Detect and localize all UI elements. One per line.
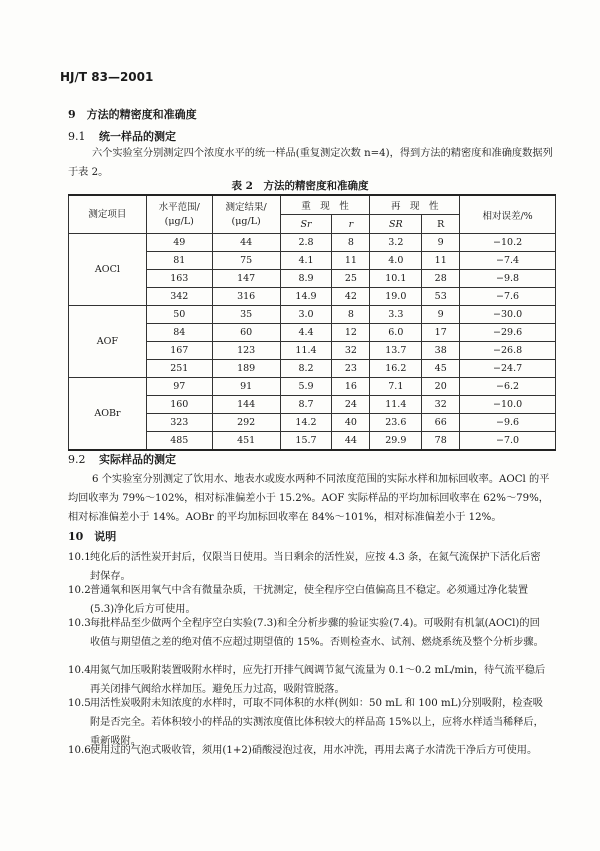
table-cell: −24.7 [460, 360, 556, 378]
precision-accuracy-table [68, 194, 556, 451]
table-cell: 9 [422, 234, 460, 252]
table-cell: 292 [212, 414, 280, 432]
table-cell: −29.6 [460, 324, 556, 342]
table-cell: −10.2 [460, 234, 556, 252]
section-9-1-number: 9.1 [68, 130, 86, 143]
table-cell: 78 [422, 432, 460, 451]
table-cell: −26.8 [460, 342, 556, 360]
group-name-cell: AOCl [69, 234, 147, 306]
header-r: r [332, 215, 370, 234]
table-cell: 91 [212, 378, 280, 396]
table-cell: 14.9 [280, 288, 332, 306]
table-cell: 342 [146, 288, 212, 306]
table-cell: −7.0 [460, 432, 556, 451]
table-cell: 49 [146, 234, 212, 252]
standard-code: HJ/T 83—2001 [60, 70, 154, 84]
table-cell: 42 [332, 288, 370, 306]
note-text: 纯化后的活性炭开封后，仅限当日使用。当日剩余的活性炭，应按 4.3 条，在氮气流保护下活化后密封保存。 [90, 552, 541, 582]
section-9-2-paragraph: 6 个实验室分别测定了饮用水、地表水或废水两种不同浓度范围的实际水样和加标回收率。AOCl 的平均回收率为 79%～102%，相对标准偏差小于 15.2%。AOF 实际样品的平均加标回收率在 62%～79%，相对标准偏差小于 14%。AOBr 的平均加标回收率在 84%～101%，相对标准偏差小于 12%。 [68, 474, 550, 523]
table-cell: 6.0 [370, 324, 422, 342]
header-sR: SR [370, 215, 422, 234]
table-cell: 16 [332, 378, 370, 396]
table-cell: 19.0 [370, 288, 422, 306]
table-cell: 11 [332, 252, 370, 270]
table-cell: 4.0 [370, 252, 422, 270]
table-cell: 20 [422, 378, 460, 396]
table-cell: 60 [212, 324, 280, 342]
table-cell: 167 [146, 342, 212, 360]
table-cell: 25 [332, 270, 370, 288]
table-cell: 2.8 [280, 234, 332, 252]
header-repeatability: 重 现 性 [280, 195, 370, 215]
header-R: R [422, 215, 460, 234]
table-cell: 4.4 [280, 324, 332, 342]
table-cell: 4.1 [280, 252, 332, 270]
note-number: 10.3 [68, 618, 91, 629]
section-9-2-number: 9.2 [68, 453, 86, 466]
table-cell: −7.6 [460, 288, 556, 306]
table-cell: 8 [332, 234, 370, 252]
table-cell: 160 [146, 396, 212, 414]
note-number: 10.5 [68, 698, 91, 709]
note-text: 普通氧和医用氧气中含有微量杂质，干扰测定，使全程序空白值偏高且不稳定。必须通过净化装置(5.3)净化后方可使用。 [90, 585, 529, 615]
table-cell: 38 [422, 342, 460, 360]
table-cell: 44 [212, 234, 280, 252]
note-text: 用氮气加压吸附装置吸附水样时，应先打开排气阀调节氮气流量为 0.1～0.2 mL/min，待气流平稳后再关闭排气阀给水样加压。避免压力过高，吸附管脱落。 [90, 665, 546, 695]
table-row [69, 378, 556, 396]
table-cell: 3.2 [370, 234, 422, 252]
table-cell: 11.4 [370, 396, 422, 414]
section-10-title: 10 说明 [68, 530, 117, 543]
table-cell: 15.7 [280, 432, 332, 451]
header-relative-error: 相对误差/% [460, 195, 556, 234]
note-text: 每批样品至少做两个全程序空白实验(7.3)和全分析步骤的验证实验(7.4)。可吸附有机氯(AOCl)的回收值与期望值之差的绝对值不应超过期望值的 15%。否则检查水、试剂、燃烧系统及整个分析步骤。 [90, 618, 544, 648]
table-cell: 17 [422, 324, 460, 342]
table-cell: 485 [146, 432, 212, 451]
table-cell: 8.9 [280, 270, 332, 288]
note-number: 10.6 [68, 745, 91, 756]
table-cell: 11.4 [280, 342, 332, 360]
table-cell: 3.3 [370, 306, 422, 324]
section-9-title: 9 方法的精密度和准确度 [68, 108, 197, 121]
table-cell: −7.4 [460, 252, 556, 270]
group-name-cell: AOBr [69, 378, 147, 451]
table-cell: 66 [422, 414, 460, 432]
table-cell: 81 [146, 252, 212, 270]
table-cell: 8.7 [280, 396, 332, 414]
table-cell: 53 [422, 288, 460, 306]
table-cell: 50 [146, 306, 212, 324]
table-cell: 451 [212, 432, 280, 451]
table-cell: 9 [422, 306, 460, 324]
table-row [69, 306, 556, 324]
table-cell: 44 [332, 432, 370, 451]
header-result: 测定结果/ (μg/L) [212, 195, 280, 234]
table-cell: 24 [332, 396, 370, 414]
table-cell: 12 [332, 324, 370, 342]
table-cell: 29.9 [370, 432, 422, 451]
table-cell: 11 [422, 252, 460, 270]
note-text: 用活性炭吸附未知浓度的水样时，可取不同体积的水样(例如：50 mL 和 100 mL)分别吸附，检查吸附是否完全。若体积较小的样品的实测浓度值比体积较大的样品高 15%以上，应将水样适当稀释后，重新吸附。 [90, 698, 544, 747]
note-10-3 [68, 614, 548, 652]
section-9-2-heading [68, 451, 176, 467]
table-cell: 40 [332, 414, 370, 432]
note-number: 10.4 [68, 665, 91, 676]
note-10-6 [68, 741, 548, 760]
table-cell: 3.0 [280, 306, 332, 324]
table-cell: 251 [146, 360, 212, 378]
section-9-2-title: 实际样品的测定 [99, 453, 176, 466]
table-cell: 75 [212, 252, 280, 270]
table-cell: −9.6 [460, 414, 556, 432]
header-item: 测定项目 [69, 195, 147, 234]
table-cell: 316 [212, 288, 280, 306]
section-9-1-paragraph: 六个实验室分别测定四个浓度水平的统一样品(重复测定次数 n=4)，得到方法的精密度和准确度数据列于表 2。 [68, 148, 553, 178]
section-9-1-heading [68, 128, 176, 144]
table-cell: 16.2 [370, 360, 422, 378]
table-cell: 8.2 [280, 360, 332, 378]
table-cell: −9.8 [460, 270, 556, 288]
table-cell: 123 [212, 342, 280, 360]
group-name-cell: AOF [69, 306, 147, 378]
table-cell: 32 [422, 396, 460, 414]
table-cell: 32 [332, 342, 370, 360]
table-cell: 13.7 [370, 342, 422, 360]
table-cell: 189 [212, 360, 280, 378]
table-cell: −6.2 [460, 378, 556, 396]
table-cell: 35 [212, 306, 280, 324]
table-row [69, 234, 556, 252]
table-cell: 23 [332, 360, 370, 378]
table-cell: 144 [212, 396, 280, 414]
header-reproducibility: 再 现 性 [370, 195, 460, 215]
table-cell: 147 [212, 270, 280, 288]
table-cell: 10.1 [370, 270, 422, 288]
table-cell: 28 [422, 270, 460, 288]
table-cell: −10.0 [460, 396, 556, 414]
header-sr: Sr [280, 215, 332, 234]
table-cell: 84 [146, 324, 212, 342]
table-cell: 163 [146, 270, 212, 288]
table-cell: 7.1 [370, 378, 422, 396]
table-cell: −30.0 [460, 306, 556, 324]
table-cell: 5.9 [280, 378, 332, 396]
section-9-1-title: 统一样品的测定 [99, 130, 176, 143]
table-cell: 97 [146, 378, 212, 396]
note-number: 10.1 [68, 552, 91, 563]
table-cell: 23.6 [370, 414, 422, 432]
note-number: 10.2 [68, 585, 91, 596]
table-cell: 323 [146, 414, 212, 432]
table-cell: 8 [332, 306, 370, 324]
table-cell: 45 [422, 360, 460, 378]
table-cell: 14.2 [280, 414, 332, 432]
note-text: 使用过的气泡式吸收管，须用(1+2)硝酸浸泡过夜，用水冲洗，再用去离子水清洗干净后方可使用。 [90, 745, 538, 756]
table-2-caption: 表 2 方法的精密度和准确度 [231, 180, 369, 192]
header-range: 水平范围/ (μg/L) [146, 195, 212, 234]
